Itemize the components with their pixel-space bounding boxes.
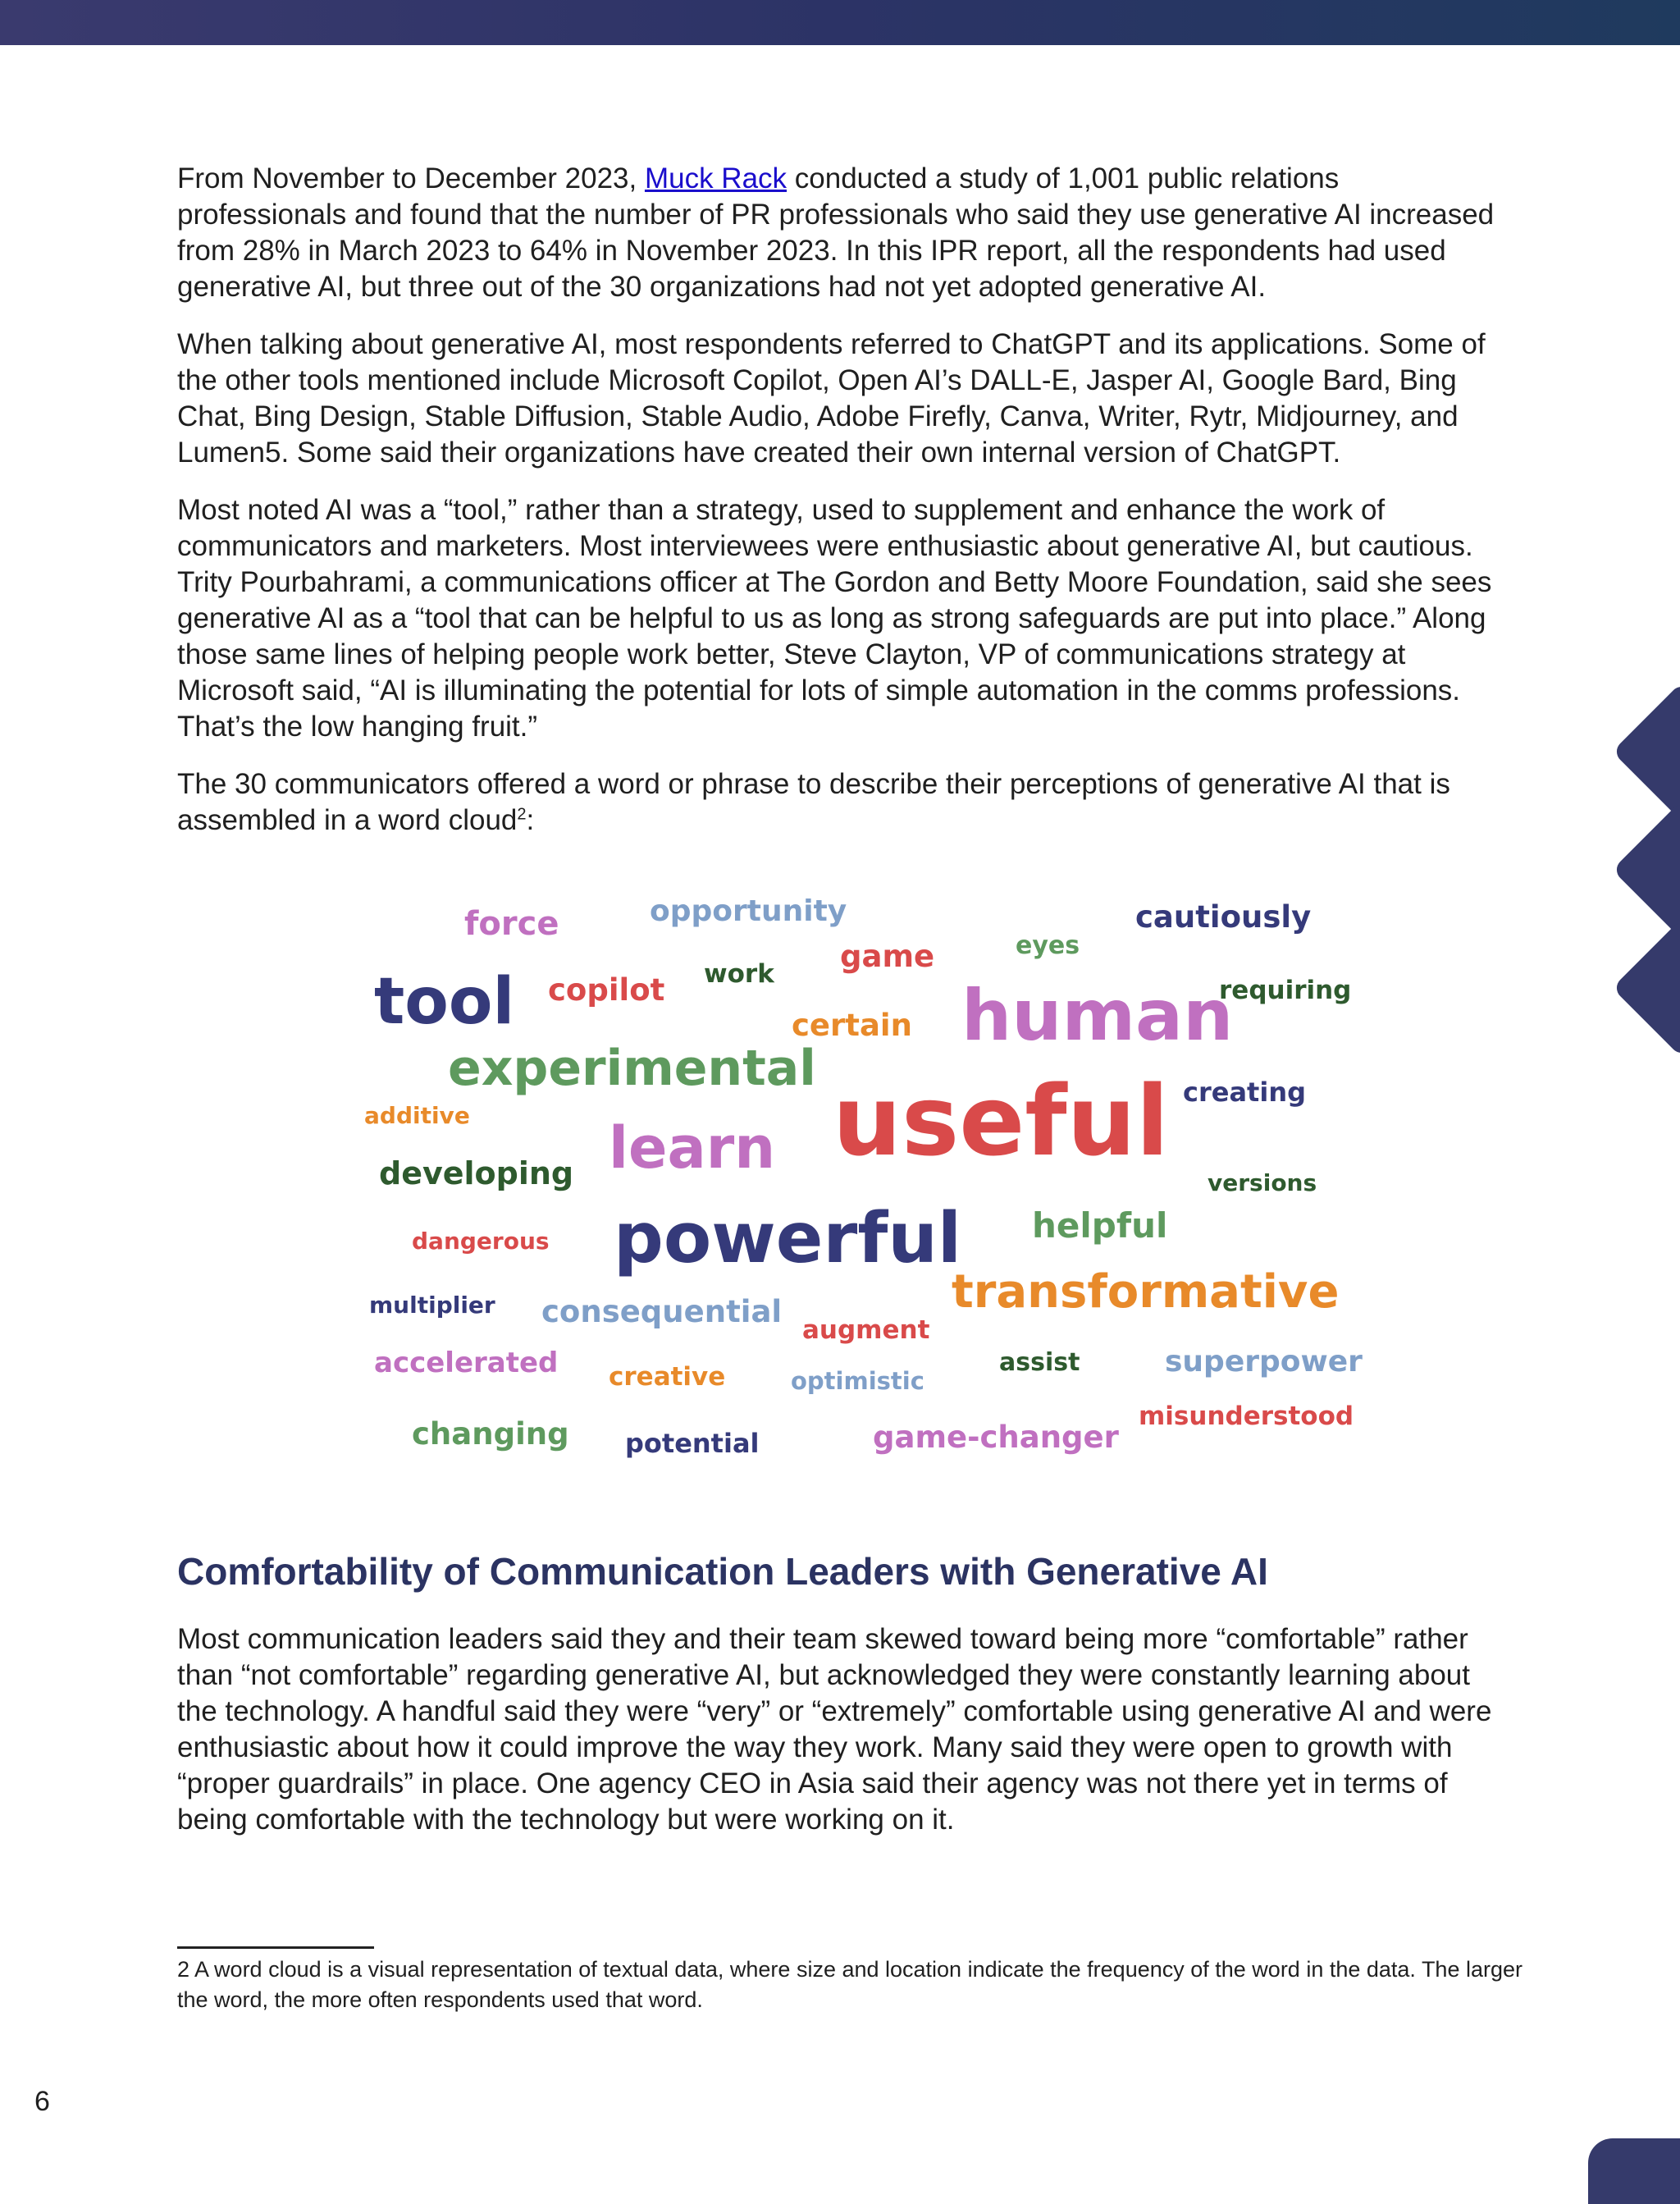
word-cloud-word: transformative — [952, 1265, 1340, 1319]
word-cloud-word: requiring — [1219, 976, 1352, 1005]
intro-paragraph-2: When talking about generative AI, most respondents referred to ChatGPT and its applications. Some of the other tools mentioned include Microsoft Copilot, Open AI’s DALL-E, Jasper AI, Google Bard, Bing Chat, Bing Design, Stable Diffusion, Stable Audio, Adobe Firefly, Canva, Writer, Rytr, Midjourney, and Lumen5. Some said their organizations have created their own internal version of ChatGPT. — [177, 328, 1486, 469]
intro-p4-text: The 30 communicators offered a word or phrase to describe their perceptions of generative AI that is assembled in a word cloud — [177, 768, 1450, 836]
chevron-left-icon[interactable] — [1612, 918, 1680, 1058]
word-cloud-word: additive — [364, 1102, 470, 1129]
word-cloud-word: force — [464, 905, 559, 943]
footnote-divider — [177, 1946, 374, 1949]
word-cloud-word: optimistic — [791, 1367, 924, 1395]
word-cloud-word: tool — [374, 965, 515, 1039]
section-paragraph-1: Most communication leaders said they and their team skewed toward being more “comfortable” rather than “not comfortable” regarding generative AI, but acknowledged they were constantly learning about the technology. A handful said they were “very” or “extremely” comfortable using generative AI and were enthusiastic about how it could improve the way they work. Many said they were open to growth with “proper guardrails” in place. One agency CEO in Asia said their agency was not there yet in terms of being comfortable with the technology but were working on it. — [177, 1623, 1492, 1836]
header-bar — [0, 0, 1680, 45]
word-cloud-word: augment — [802, 1315, 930, 1345]
word-cloud-word: work — [704, 959, 774, 989]
intro-paragraph-4 — [177, 766, 1506, 839]
word-cloud-word: creative — [609, 1362, 726, 1392]
intro-section — [177, 161, 1506, 860]
word-cloud-word: assist — [999, 1348, 1080, 1377]
word-cloud-word: accelerated — [374, 1347, 559, 1379]
intro-p1-text-end: conducted a study of 1,001 public relations professionals and found that the number of PR professionals who said they use generative AI increased from 28% in March 2023 to 64% in November 2023. In this IPR report, all the respondents had used generative AI, but three out of the 30 organizations had not yet adopted generative AI. — [177, 162, 1495, 303]
word-cloud-word: versions — [1208, 1169, 1317, 1196]
word-cloud-word: multiplier — [369, 1292, 495, 1319]
word-cloud-word: changing — [412, 1416, 569, 1452]
word-cloud-word: potential — [625, 1428, 760, 1459]
section-body — [177, 1621, 1506, 1859]
word-cloud-word: game-changer — [873, 1420, 1119, 1455]
word-cloud-word: experimental — [448, 1040, 816, 1097]
intro-p1-text-start: From November to December 2023, — [177, 162, 645, 194]
word-cloud-word: consequential — [541, 1294, 783, 1329]
word-cloud-word: misunderstood — [1139, 1402, 1354, 1431]
word-cloud-word: dangerous — [412, 1228, 550, 1255]
word-cloud-word: copilot — [548, 972, 665, 1008]
word-cloud-word: cautiously — [1135, 899, 1312, 935]
footnote-text: 2 A word cloud is a visual representation of textual data, where size and location indicate the frequency of the word in the data. The larger the word, the more often respondents used that word. — [177, 1957, 1522, 2012]
chevron-left-icon[interactable] — [1612, 800, 1680, 940]
word-cloud — [353, 882, 1370, 1473]
word-cloud-word: useful — [833, 1064, 1170, 1177]
word-cloud-word: certain — [792, 1008, 912, 1043]
muck-rack-link[interactable]: Muck Rack — [644, 162, 788, 194]
page-number: 6 — [34, 2086, 50, 2117]
section-heading: Comfortability of Communication Leaders with Generative AI — [177, 1550, 1268, 1593]
intro-paragraph-3: Most noted AI was a “tool,” rather than a strategy, used to supplement and enhance the work of communicators and marketers. Most interviewees were enthusiastic about generative AI, but cautious. Trity Pourbahrami, a communications officer at The Gordon and Betty Moore Foundation, said she sees generative AI as a “tool that can be helpful to us as long as strong safeguards are put into place.” Along those same lines of helping people work better, Steve Clayton, VP of communications strategy at Microsoft said, “AI is illuminating the potential for lots of simple automation in the comms professions. That’s the low hanging fruit.” — [177, 494, 1492, 743]
word-cloud-word: powerful — [614, 1198, 961, 1279]
word-cloud-word: eyes — [1016, 931, 1080, 960]
intro-paragraph-1 — [177, 161, 1506, 305]
word-cloud-word: helpful — [1032, 1205, 1168, 1246]
intro-p4-colon: : — [526, 804, 535, 836]
word-cloud-word: human — [961, 975, 1234, 1057]
word-cloud-word: creating — [1183, 1077, 1306, 1108]
word-cloud-word: developing — [379, 1155, 574, 1191]
word-cloud-word: learn — [609, 1114, 776, 1182]
corner-tab — [1588, 2138, 1680, 2204]
word-cloud-word: superpower — [1165, 1345, 1363, 1379]
word-cloud-word: game — [840, 939, 935, 974]
chevron-left-icon[interactable] — [1612, 682, 1680, 821]
footnote-reference[interactable]: 2 — [517, 805, 527, 824]
word-cloud-word: opportunity — [650, 894, 847, 928]
